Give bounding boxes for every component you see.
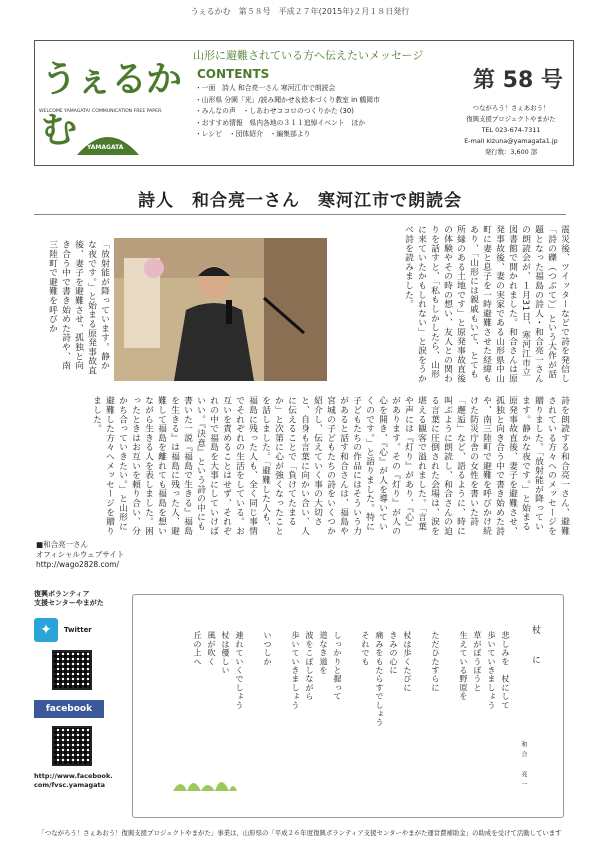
circulation: 発行数：3,600 部	[484, 148, 538, 156]
grass-icon	[173, 771, 237, 791]
article-headline: 詩人 和合亮一さん 寒河江市で朗読会	[138, 191, 462, 211]
facebook-icon[interactable]: facebook	[34, 700, 104, 718]
website-link[interactable]: http://wago2828.com/	[36, 560, 120, 569]
logo-subtitle: WELCOME YAMAGATA! COMMUNICATION FREE PAPER.	[39, 109, 163, 114]
sns-title: 支援センターやまがた	[34, 599, 104, 607]
official-website	[36, 540, 124, 570]
poem-author: 和合 亮一	[520, 741, 527, 791]
sns-panel	[34, 590, 126, 790]
facebook-url[interactable]	[34, 772, 126, 790]
contents-title: CONTENTS	[197, 67, 270, 81]
footer-note: 「つながろう！さぇあおう！復興支援プロジェクトやまがた」事業は、山形県の「平成２６年度復興ボランティア支援センターやまがた運営費補助金」の助成を受けて活動しています	[38, 829, 562, 837]
logo	[35, 41, 185, 165]
contents-item: ・ 山形県 分園「光」/読み聞かせ＆絵本づくり教室 in 鶴岡市	[195, 95, 465, 107]
sns-title: 復興ボランティア	[34, 590, 90, 598]
issue-info-line: うぇるかむ 第５８号 平成２７年(2015年)２月１８日発行	[190, 7, 410, 16]
masthead	[34, 40, 574, 166]
article-column: 詩を朗読する和合亮一さん、避難されている方々へのメッセージを贈りました。「放射能が降っています。静かな夜です。」と始まる原発事故直後、妻子を避難させ、孤独と向き合う中で書き始めた詩や、南三陸町で避難を呼びかけ続けた防災庁舎の女性を書いた詩「邂逅」など、語るように、時に叫ぶように朗読し、和合さんの迫る言葉に圧倒された会場は、涙を堪える観客で溢れました。「言葉や声には『灯り』があり、『心』があります。その『灯り』が人の心を開き、『心』が人を導いていくのです。」と語りました。特に子どもたちの作品にはそういう力があると話す和合さんは、福島や宮城の子どもたちの詩をいくつか紹介し、伝えていく事の大切さと、自身も言葉に向かい合い、人に伝えることで「負けてたまるか」と次第に心が強くなったことを話しました。「避難した人も、福島に残った人も、全く同じ事情でそれぞれの生活をしている。お互いを責めることはせず、それぞれの中で福島を大事にしていけばいい。『決意』という詩の中にも書いた一説『福島で生きる』福島を生きる』は福島に残った人、避難して福島を離れても福島を想いながら生きる人を表しました。困ったときはお互いを頼り合い、分かち合っていきたい。」と山形に避難した方々へメッセージを贈りました。	[91, 396, 569, 536]
website-name: オフィシャルウェブサイト	[36, 550, 125, 559]
twitter-label[interactable]: Twitter	[64, 626, 92, 634]
contents-item: ・ レシピ ・団体紹介 ・編集部より	[195, 129, 465, 141]
article-column: 「放射能が降っています。静かな夜です。」と始まる原発事故直後、妻子を避難させ、孤独と向き合う中で書き始めた詩や、南三陸町で避難を呼びか	[47, 240, 109, 376]
publisher-info	[449, 103, 573, 158]
poem-title: 杖 に	[530, 625, 540, 670]
phone: TEL 023-674-7311	[481, 126, 541, 134]
article-column: 震災後、ツイッターなどで詩を発信し「詩の礫（つぶて）」という大作が話題となった福島の詩人・和合亮一さんの朗読会が、１月31日、寒河江市立図書館で開かれました。和合さんは原発事故後、妻の実家である山形県中山町に妻と息子を一時避難させた経緯もあり、「山形には親戚もいて、とても所縁のある土地です」と原発事故直後の体験やその時の想い、友人との関わりを話すと、「私もしかしたら、山形に来ていたかもしれない」と涙をうかべ詩を読みました。	[403, 225, 569, 384]
contents-item: ・ おすすめ情報 県内各地の３１１追悼イベント ほか	[195, 118, 465, 130]
divider	[34, 214, 566, 215]
contents-item: ・ 一面 詩人 和合亮一さん 寒河江市で朗読会	[195, 83, 465, 95]
contents-list	[195, 83, 465, 141]
facebook-url-line[interactable]: com/fvsc.yamagata	[34, 781, 106, 789]
twitter-row[interactable]	[34, 618, 126, 642]
speaker-photo	[114, 238, 327, 381]
twitter-icon[interactable]: ✦	[34, 618, 58, 642]
logo-text: うぇるかむ	[41, 58, 182, 151]
contents-item: ・ みんなの声 ・しあわせココロのつくりかた (30)	[195, 106, 465, 118]
issue-number: 第 58 号	[473, 68, 563, 93]
qr-code-icon	[52, 650, 92, 690]
poem-body: 悲しみを 杖にして 歩いていきましょう 草がぼうぼうと 生えている野原を ただひたすらに 杖は歩くたびに きみの心に 痛みをもたらすでしょう それでも しっかりと握って 道なき道を 波をこぼしながら 歩いていきましょう いつしか 連れていくでしょう 杖は優しい 風が吹く 丘の上へ	[193, 631, 511, 727]
qr-code-icon	[52, 726, 92, 766]
slogan: つながろう！さぇあおう！	[472, 104, 550, 112]
project-name: 復興支援プロジェクトやまがた	[466, 115, 556, 123]
facebook-url-line[interactable]: http://www.facebook.	[34, 772, 113, 780]
tagline: 山形に避難されている方へ伝えたいメッセージ	[193, 49, 424, 62]
website-label: ■和合亮一さん	[36, 540, 89, 549]
poem-box	[132, 594, 564, 818]
email: E-mail kizuna@yamagata1.jp	[464, 137, 558, 145]
logo-badge: YAMAGATA	[87, 144, 124, 151]
